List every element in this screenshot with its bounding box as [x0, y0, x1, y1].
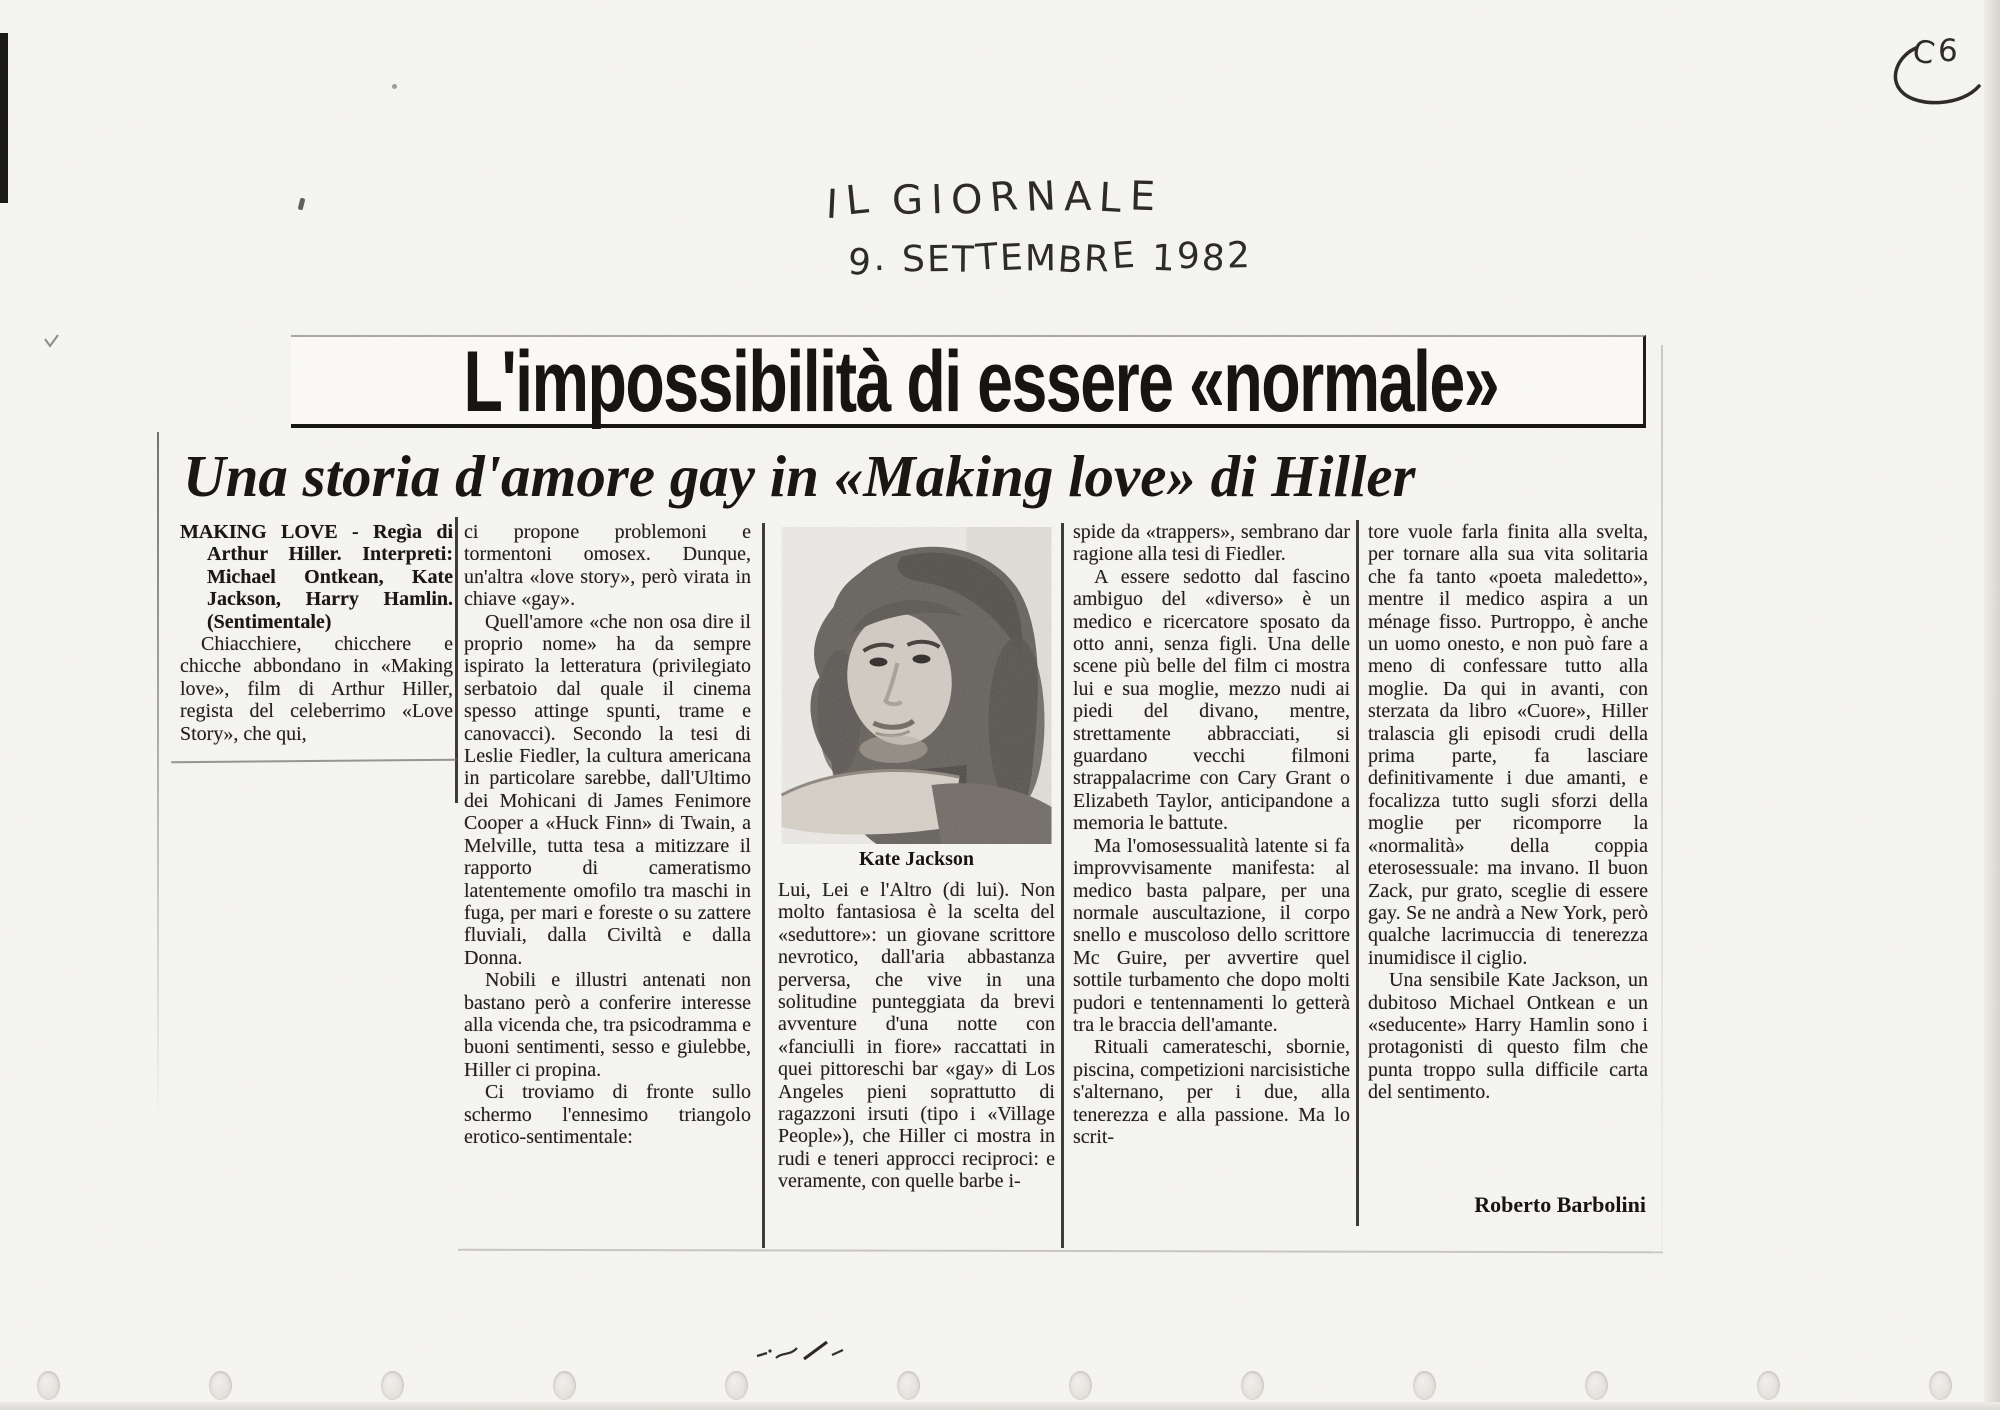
headline-box — [291, 335, 1646, 428]
corner-mark-circle — [1886, 40, 1982, 110]
handwritten-date-note: 9. SETTEMBRE 1982 — [846, 234, 1253, 285]
paragraph: Ci troviamo di fronte sullo schermo l'ennesimo triangolo erotico-sentimentale: — [464, 1081, 751, 1148]
punch-hole — [209, 1371, 232, 1400]
punch-hole — [37, 1371, 60, 1400]
page-bottom-edge-shadow — [0, 1402, 2000, 1410]
paragraph: spide da «trappers», sembrano dar ragione alla tesi di Fiedler. — [1073, 521, 1350, 566]
paragraph: Rituali camerateschi, sbornie, piscina, competizioni narcisistiche s'alternano, per i due, alla tenerezza e alla passione. Ma lo scrit- — [1073, 1036, 1350, 1148]
corner-archive-mark: C6 — [1909, 32, 1961, 73]
punch-hole — [1069, 1371, 1092, 1400]
scanner-edge-bar — [0, 33, 8, 203]
article-column-1 — [180, 521, 453, 745]
ink-mark — [392, 84, 397, 89]
punch-hole — [1757, 1371, 1780, 1400]
clipping-tear-line — [171, 759, 457, 763]
headline: L'impossibilità di essere «normale» — [463, 334, 1499, 430]
punch-hole — [553, 1371, 576, 1400]
ink-mark — [42, 332, 62, 352]
kate-jackson-photo — [781, 527, 1052, 844]
ink-smudge — [752, 1330, 868, 1368]
article-column-3 — [778, 879, 1055, 1193]
paragraph: Nobili e illustri antenati non bastano però a conferire interesse alla vicenda che, tra psicodramma e buoni sentimenti, sesso e giulebbe, Hiller ci propina. — [464, 969, 751, 1081]
subheadline: Una storia d'amore gay in «Making love» di Hiller — [183, 443, 1416, 509]
punch-hole — [1929, 1371, 1952, 1400]
column-rule-3 — [1061, 523, 1064, 1248]
photo-caption: Kate Jackson — [859, 848, 974, 870]
punch-hole — [1413, 1371, 1436, 1400]
article-column-4 — [1073, 521, 1350, 1148]
paragraph: tore vuole farla finita alla svelta, per tornare alla sua vita solitaria che fa tanto «poeta maledetto», mentre il medico aspira a un ménage fisso. Purtroppo, è anche un uomo onesto, e non può fare a meno di confessare tutto alla moglie. Da qui in avanti, con sterzata da libro «Cuore», Hiller tralascia gli episodi crudi della prima parte, fa lasciare definitivamente i due amanti, e focalizza tutto sugli sforzi della moglie per ricomporre la «normalità» della coppia eterosessuale: ma invano. Il buon Zack, pur grato, sceglie di essere gay. Se ne andrà a New York, però qualche lacrimuccia di tenerezza inumidisce il ciglio. — [1368, 521, 1648, 969]
punch-hole — [381, 1371, 404, 1400]
punch-hole — [725, 1371, 748, 1400]
column-rule-4 — [1356, 520, 1359, 1226]
punch-hole — [897, 1371, 920, 1400]
punch-hole — [1585, 1371, 1608, 1400]
paragraph: Lui, Lei e l'Altro (di lui). Non molto fantasiosa è la scelta del «seduttore»: un giovane scrittore nevrotico, dall'aria abbastanza perversa, che vive in una solitudine punteggiata da brevi avventure d'una notte con «fanciulli in fiore» raccattati in quei pittoreschi bar «gay» di Los Angeles pieni soprattutto di ragazzoni irsuti (tipo i «Village People»), che Hiller ci mostra in rudi e teneri approcci reciproci: e veramente, con quelle barbe i- — [778, 879, 1055, 1193]
ink-mark — [298, 198, 306, 211]
credits-paragraph: MAKING LOVE - Regìa di Arthur Hiller. Interpreti: Michael Ontkean, Kate Jackson, Harry Hamlin. (Sentimentale) — [180, 521, 453, 633]
page-right-edge-shadow — [1984, 0, 2000, 1410]
clipping-bottom-tear-line — [458, 1249, 1663, 1254]
clipping-left-edge — [157, 432, 159, 1122]
punch-hole — [1241, 1371, 1264, 1400]
paragraph: Una sensibile Kate Jackson, un dubitoso Michael Ontkean e un «seducente» Harry Hamlin sono i protagonisti di questo film che punta troppo sulla difficile carta del sentimento. — [1368, 969, 1648, 1104]
article-column-2 — [464, 521, 751, 1148]
paragraph: Chiacchiere, chicchere e chicche abbondano in «Making love», film di Arthur Hiller, regista del celeberrimo «Love Story», che qui, — [180, 633, 453, 745]
paragraph: A essere sedotto dal fascino ambiguo del «diverso» è un medico e ricercatore sposato da otto anni, senza figli. Una delle scene più belle del film ci mostra lui e sua moglie, mezzo nudi ai piedi del divano, mentre, strettamente abbracciati, si guardano vecchi filmoni strappalacrime con Cary Grant o Elizabeth Taylor, anticipandone a memoria le battute. — [1073, 565, 1350, 835]
paragraph: ci propone problemoni e tormentoni omosex. Dunque, un'altra «love story», però virata in chiave «gay». — [464, 521, 751, 611]
article-column-5 — [1368, 521, 1648, 1104]
byline: Roberto Barbolini — [1474, 1192, 1646, 1217]
clipping-right-edge — [1661, 345, 1663, 1250]
column-rule-2 — [762, 523, 765, 1248]
paragraph: Ma l'omosessualità latente si fa improvvisamente manifesta: al medico basta palpare, per una normale auscultazione, il corpo snello e muscoloso dello scrittore Mc Guire, per avvertire quel sottile turbamento che dopo molti pudori e tentennamenti lo getterà tra le braccia dell'amante. — [1073, 834, 1350, 1036]
paragraph: Quell'amore «che non osa dire il proprio nome» ha da sempre ispirato la letteratura (privilegiato serbatoio dal quale il cinema spesso attinge spunti, trame e canovacci). Secondo la tesi di Leslie Fiedler, la cultura americana in particolare sarebbe, dall'Ultimo dei Mohicani di James Fenimore Cooper a «Huck Finn» di Twain, a Melville, tutta tesa a mitizzare il rapporto di cameratismo latentemente omofilo tra maschi in fuga, per mari e foreste o su zattere fluviali, dalla Civiltà e dalla Donna. — [464, 610, 751, 969]
handwritten-publication-note: IL GIORNALE — [824, 172, 1164, 229]
